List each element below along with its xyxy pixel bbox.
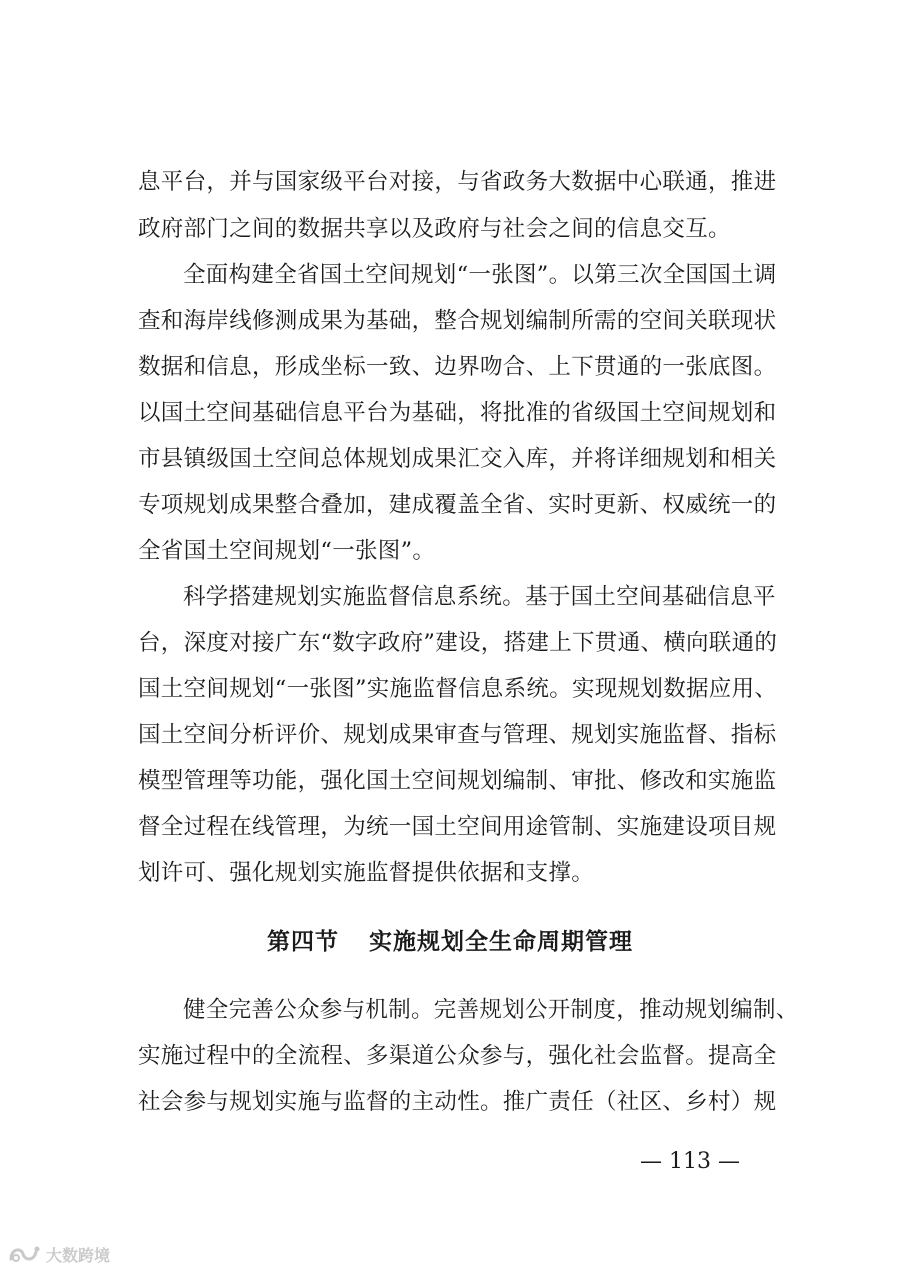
- paragraph-line: 国土空间分析评价、规划成果审查与管理、规划实施监督、指标: [138, 722, 777, 748]
- paragraph-line: 划许可、强化规划实施监督提供依据和支撑。: [138, 860, 595, 886]
- paragraph-line: 健全完善公众参与机制。完善规划公开制度，推动规划编制、: [183, 997, 799, 1023]
- paragraph-line: 督全过程在线管理，为统一国土空间用途管制、实施建设项目规: [138, 814, 777, 840]
- paragraph-line: 科学搭建规划实施监督信息系统。基于国土空间基础信息平: [183, 584, 776, 610]
- paragraph-line: 社会参与规划实施与监督的主动性。推广责任（社区、乡村）规: [138, 1089, 777, 1115]
- paragraph-line: 市县镇级国土空间总体规划成果汇交入库，并将详细规划和相关: [138, 446, 777, 472]
- section-title: 实施规划全生命周期管理: [369, 929, 633, 955]
- paragraph-line: 数据和信息，形成坐标一致、边界吻合、上下贯通的一张底图。: [138, 354, 777, 380]
- section-heading: [0, 922, 900, 962]
- paragraph-line: 息平台，并与国家级平台对接，与省政务大数据中心联通，推进: [138, 169, 777, 195]
- watermark-text: 大数跨境: [46, 1245, 111, 1265]
- section-number: 第四节: [267, 929, 339, 955]
- paragraph-line: 实施过程中的全流程、多渠道公众参与，强化社会监督。提高全: [138, 1043, 777, 1069]
- paragraph-line: 模型管理等功能，强化国土空间规划编制、审批、修改和实施监: [138, 768, 777, 794]
- paragraph-line: 以国土空间基础信息平台为基础，将批准的省级国土空间规划和: [138, 400, 777, 426]
- page-number: — 113 —: [640, 1149, 740, 1174]
- watermark: [8, 1240, 110, 1268]
- watermark-logo-icon: [8, 1243, 42, 1265]
- paragraph-line: 台，深度对接广东“数字政府”建设，搭建上下贯通、横向联通的: [138, 630, 778, 656]
- paragraph-line: 专项规划成果整合叠加，建成覆盖全省、实时更新、权威统一的: [138, 492, 777, 518]
- paragraph-line: 国土空间规划“一张图”实施监督信息系统。实现规划数据应用、: [138, 676, 778, 702]
- paragraph-line: 政府部门之间的数据共享以及政府与社会之间的信息交互。: [138, 216, 731, 242]
- paragraph-line: 查和海岸线修测成果为基础，整合规划编制所需的空间关联现状: [138, 308, 777, 334]
- paragraph-line: 全面构建全省国土空间规划“一张图”。以第三次全国国土调: [183, 262, 777, 288]
- paragraph-line: 全省国土空间规划“一张图”。: [138, 538, 436, 564]
